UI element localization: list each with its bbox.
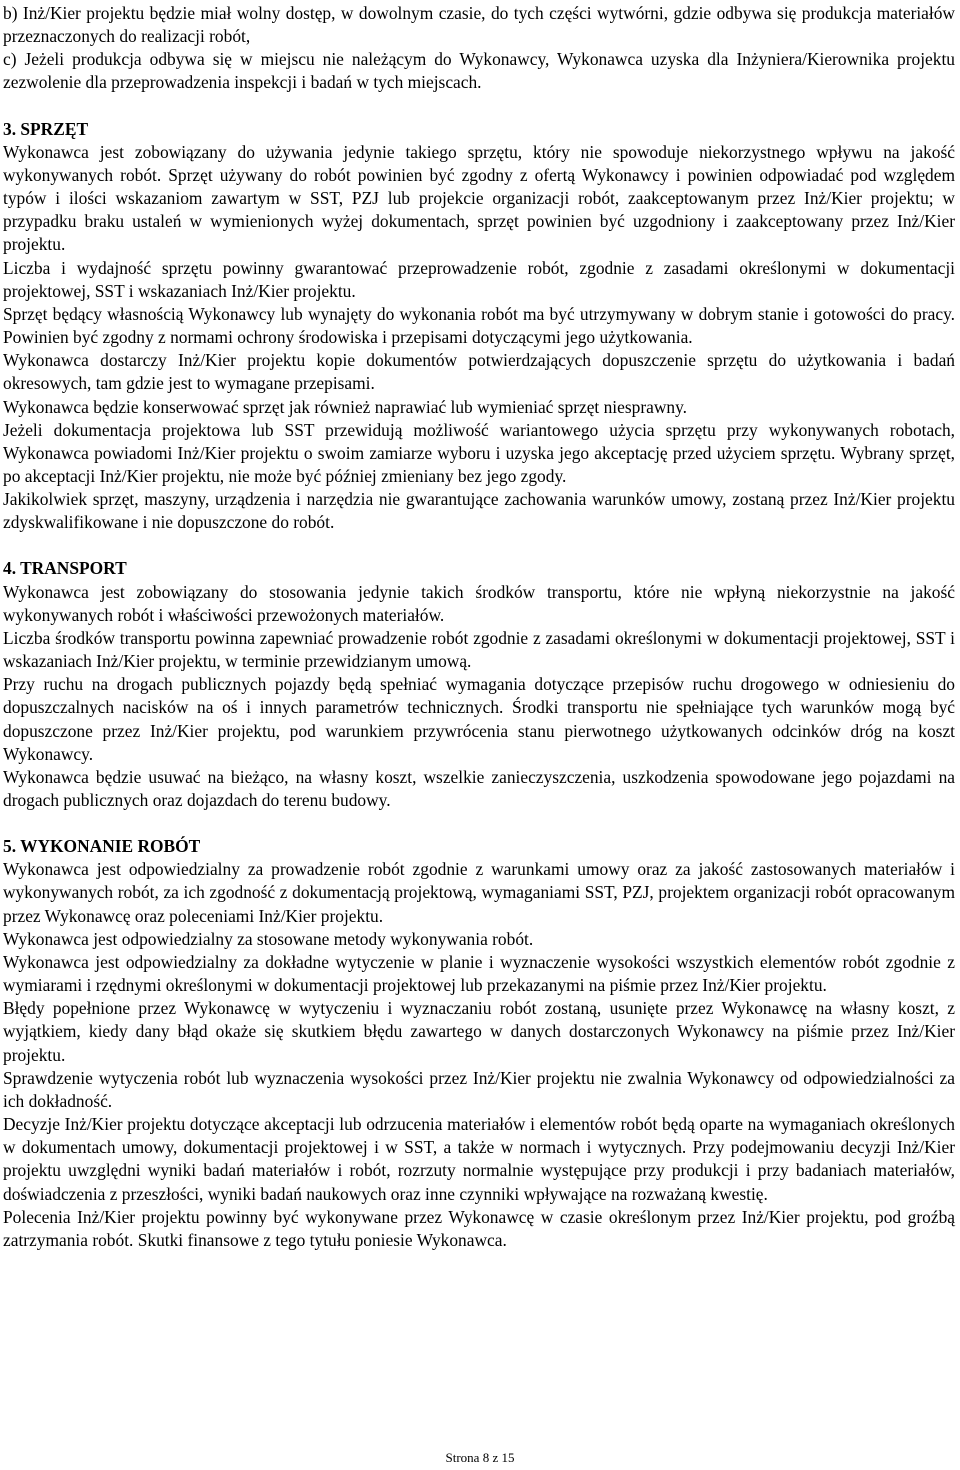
paragraph: Jakikolwiek sprzęt, maszyny, urządzenia i narzędzia nie gwarantujące zachowania warunków umowy, zostaną przez Inż/Kier projektu zdyskwalifikowane i nie dopuszczone do robót. (3, 489, 955, 533)
paragraph: Przy ruchu na drogach publicznych pojazdy będą spełniać wymagania dotyczące przepisów ruchu drogowego w odniesieniu do dopuszczalnych nacisków na oś i innych parametrów technicznych. Środki transportu nie spełniające tych warunków mogą być dopuszczone przez Inż/Kier projektu, pod warunkiem przywrócenia stanu pierwotnego użytkowanych odcinków dróg na koszt Wykonawcy. (3, 674, 955, 764)
paragraph: Sprzęt będący własnością Wykonawcy lub wynajęty do wykonania robót ma być utrzymywany w dobrym stanie i gotowości do pracy. Powinien być zgodny z normami ochrony środowiska i przepisami dotyczącymi jego użytkowania. (3, 303, 955, 348)
intro-item-c: c) Jeżeli produkcja odbywa się w miejscu nie należącym do Wykonawcy, Wykonawca uzyska dla Inżyniera/Kierownika projektu zezwolenie dla przeprowadzenia inspekcji i badań w tych miejscach. (3, 49, 955, 93)
paragraph: Polecenia Inż/Kier projektu powinny być wykonywane przez Wykonawcę w czasie określonym przez Inż/Kier projektu, pod groźbą zatrzymania robót. Skutki finansowe z tego tytułu poniesie Wykonawca. (3, 1206, 955, 1250)
paragraph: Wykonawca jest odpowiedzialny za prowadzenie robót zgodnie z warunkami umowy oraz za jakość zastosowanych materiałów i wykonywanych robót, za ich zgodność z dokumentacją projektową, wymaganiami SST, PZJ, projektem organizacji robót opracowanym przez Wykonawcę oraz poleceniami Inż/Kier projektu. (3, 859, 955, 926)
paragraph: Liczba środków transportu powinna zapewniać prowadzenie robót zgodnie z zasadami określonymi w dokumentacji projektowej, SST i wskazaniach Inż/Kier projektu, w terminie przewidzianym umową. (3, 627, 955, 672)
section-heading: 5. WYKONANIE ROBÓT (3, 836, 201, 857)
paragraph: Jeżeli dokumentacja projektowa lub SST przewidują możliwość wariantowego użycia sprzętu przy wykonywanych robotach, Wykonawca powiadomi Inż/Kier projektu o swoim zamiarze wyboru i uzyska jego akceptację przed użyciem sprzętu. Wybrany sprzęt, po akceptacji Inż/Kier projektu, nie może być później zmieniany bez jego zgody. (3, 419, 955, 486)
paragraph: Wykonawca będzie usuwać na bieżąco, na własny koszt, wszelkie zanieczyszczenia, uszkodzenia spowodowane jego pojazdami na drogach publicznych oraz dojazdach do terenu budowy. (3, 766, 955, 810)
paragraph: Wykonawca jest odpowiedzialny za dokładne wytyczenie w planie i wyznaczenie wysokości wszystkich elementów robót zgodnie z wymiarami i rzędnymi określonymi w dokumentacji projektowej lub przekazanymi na piśmie przez Inż/Kier projektu. (3, 951, 955, 996)
paragraph: Decyzje Inż/Kier projektu dotyczące akceptacji lub odrzucenia materiałów i elementów robót będą oparte na wymaganiach określonych w dokumentach umowy, dokumentacji projektowej i w SST, a także w normach i wytycznych. Przy podejmowaniu decyzji Inż/Kier projektu uwzględni wyniki badań materiałów i robót, rozrzuty normalnie występujące przy produkcji i przy badaniach materiałów, doświadczenia z przeszłości, wyniki badań naukowych oraz inne czynniki wpływające na rozważaną kwestię. (3, 1114, 955, 1204)
paragraph: Błędy popełnione przez Wykonawcę w wytyczeniu i wyznaczaniu robót zostaną, usunięte przez Wykonawcę na własny koszt, z wyjątkiem, kiedy dany błąd okaże się skutkiem błędu zawartego w danych dostarczonych Wykonawcy na piśmie przez Inż/Kier projektu. (3, 998, 955, 1065)
document-page (3, 2, 955, 1252)
paragraph: Wykonawca jest zobowiązany do używania jedynie takiego sprzętu, który nie spowoduje niekorzystnego wpływu na jakość wykonywanych robót. Sprzęt używany do robót powinien być zgodny z ofertą Wykonawcy i powinien odpowiadać pod względem typów i ilości wskazaniom zawartym w SST, PZJ lub projekcie organizacji robót, zaakceptowanym przez Inż/Kier projektu; w przypadku braku ustaleń w wymienionych wyżej dokumentach, sprzęt powinien być uzgodniony i zaakceptowany przez Inż/Kier projektu. (3, 141, 955, 255)
paragraph: Wykonawca jest zobowiązany do stosowania jedynie takich środków transportu, które nie wpłyną niekorzystnie na jakość wykonywanych robót i właściwości przewożonych materiałów. (3, 581, 955, 625)
section-equipment (3, 118, 955, 535)
paragraph: Wykonawca dostarczy Inż/Kier projektu kopie dokumentów potwierdzających dopuszczenie sprzętu do użytkowania i badań okresowych, tam gdzie jest to wymagane przepisami. (3, 350, 955, 394)
page-number-footer: Strona 8 z 15 (445, 1450, 515, 1465)
section-execution (3, 835, 955, 1252)
paragraph: Liczba i wydajność sprzętu powinny gwarantować przeprowadzenie robót, zgodnie z zasadami określonymi w dokumentacji projektowej, SST i wskazaniach Inż/Kier projektu. (3, 257, 955, 301)
paragraph: Sprawdzenie wytyczenia robót lub wyznaczenia wysokości przez Inż/Kier projektu nie zwalnia Wykonawcy od odpowiedzialności za ich dokładność. (3, 1067, 955, 1111)
section-heading: 4. TRANSPORT (3, 558, 127, 579)
section-transport (3, 557, 955, 812)
paragraph: Wykonawca jest odpowiedzialny za stosowane metody wykonywania robót. (3, 928, 534, 949)
paragraph: Wykonawca będzie konserwować sprzęt jak również naprawiać lub wymieniać sprzęt niesprawny. (3, 396, 687, 417)
intro-item-b: b) Inż/Kier projektu będzie miał wolny dostęp, w dowolnym czasie, do tych części wytwórni, gdzie odbywa się produkcja materiałów przeznaczonych do realizacji robót, (3, 3, 955, 47)
section-heading: 3. SPRZĘT (3, 118, 89, 139)
